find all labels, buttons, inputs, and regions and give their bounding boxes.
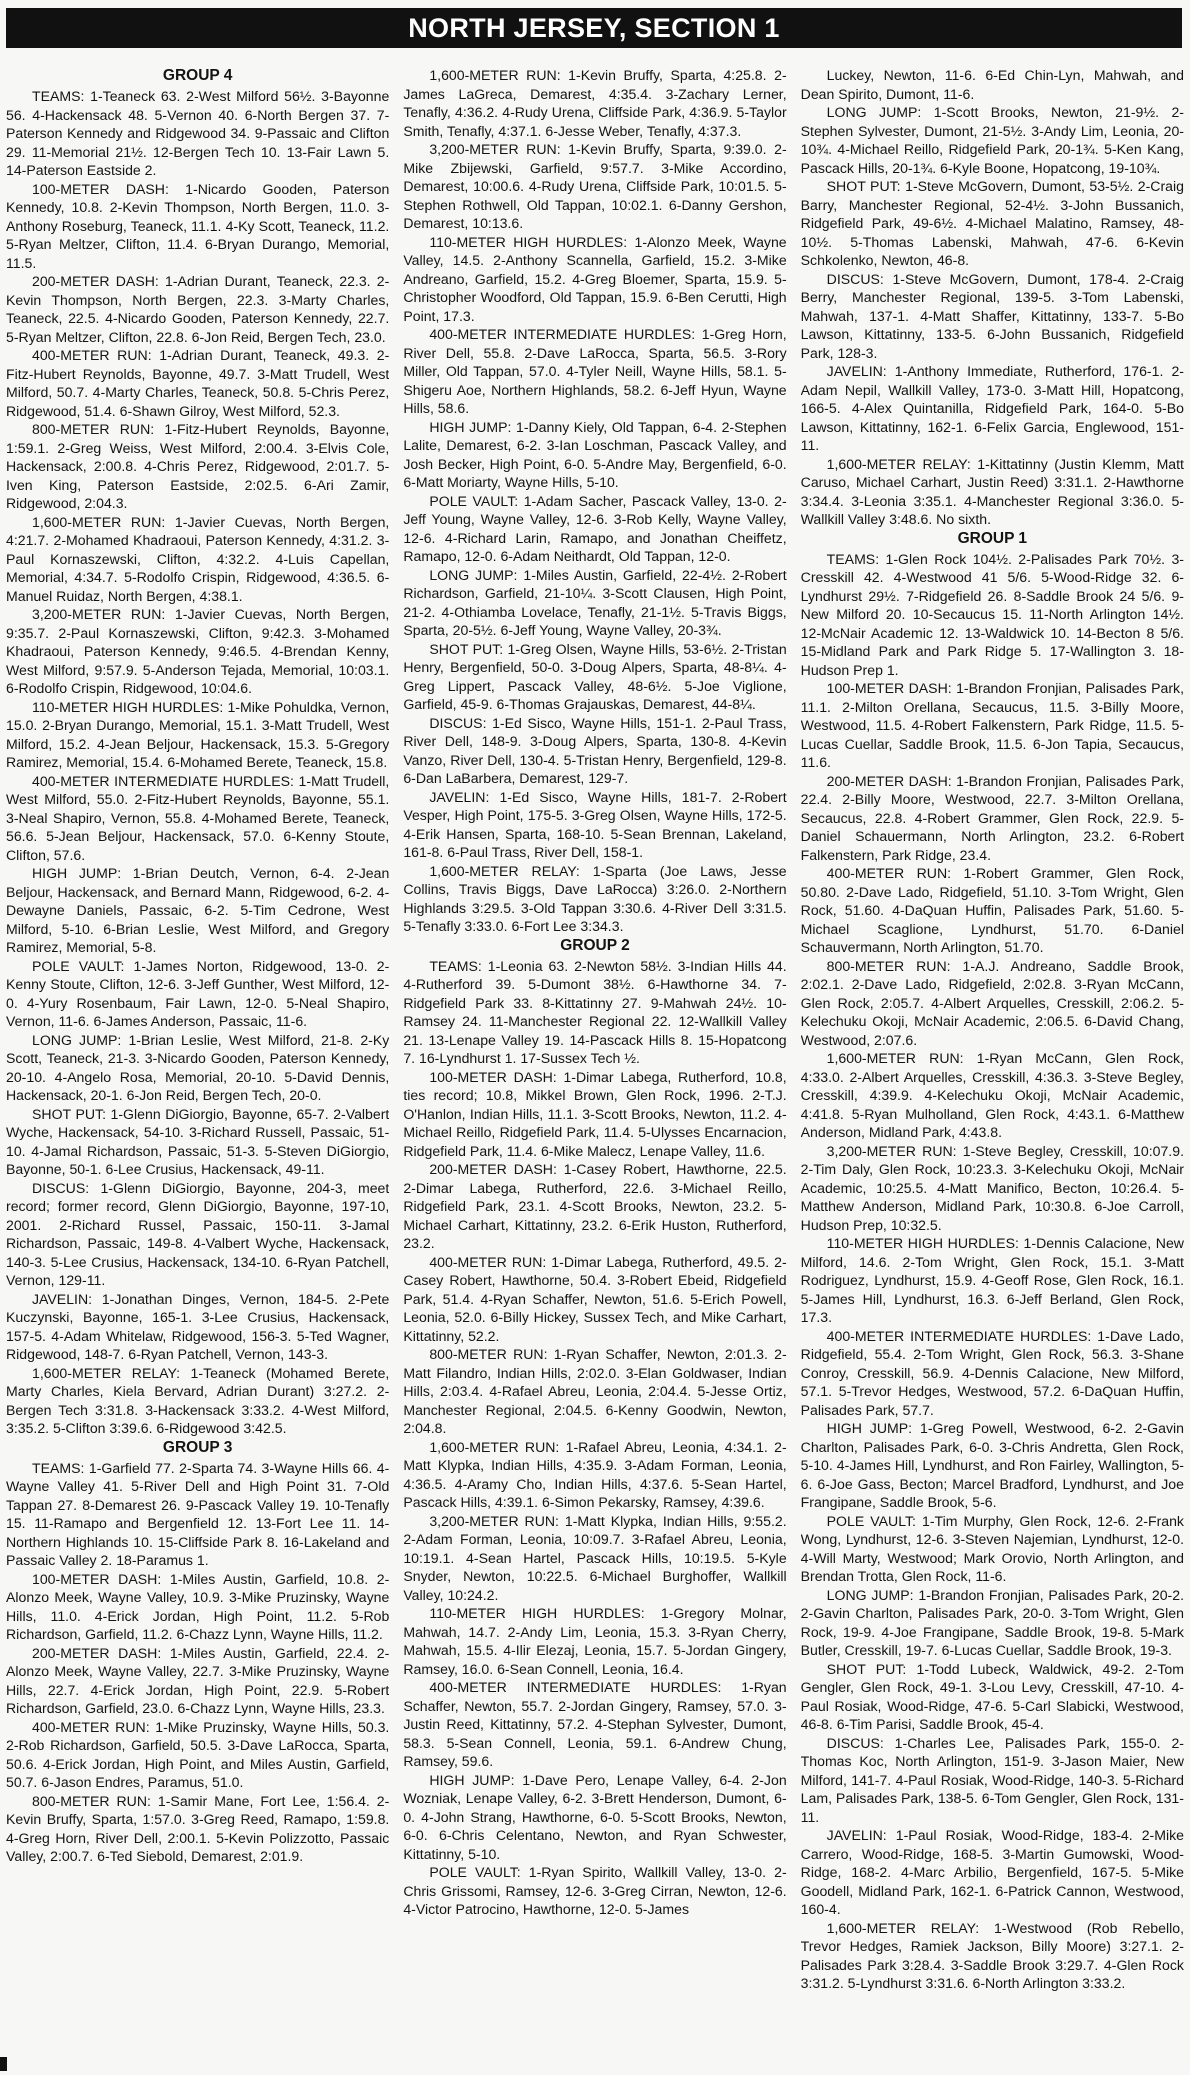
group-heading: GROUP 1 [957,529,1028,547]
event-results: 1,600-METER RELAY: 1-Teaneck (Mohamed Berete, Marty Charles, Kiela Bervard, Adrian Durant) 3:27.2. 2-Bergen Tech 3:31.8. 3-Hackensack 3:33.2. 4-West Milford, 3:35.2. 5-Clifton 3:39.6. 6-Ridgewood 3:42.5. [6,1364,390,1436]
event-results: 3,200-METER RUN: 1-Javier Cuevas, North Bergen, 9:35.7. 2-Paul Kornaszewski, Clifton, 9:42.3. 3-Mohamed Khadraoui, Paterson Kennedy, 9:46.5. 4-Brendan Kenny, West Milford, 9:57.9. 5-Anderson Tejada, Memorial, 10:03.1. 6-Rodolfo Crispin, Ridgewood, 10:04.6. [6,606,390,696]
event-results: 110-METER HIGH HURDLES: 1-Gregory Molnar, Mahwah, 14.7. 2-Andy Lim, Leonia, 15.3. 3-Ryan Cherry, Mahwah, 15.5. 4-Ilir Elezaj, Leonia, 15.7. 5-Jordan Gingery, Ramsey, 16.0. 6-Sean Connell, Leonia, 16.4. [403,1605,787,1677]
event-results: POLE VAULT: 1-Ryan Spirito, Wallkill Valley, 13-0. 2-Chris Grissomi, Ramsey, 12-6. 3-Greg Cirran, Newton, 12-6. 4-Victor Patrocino, Hawthorne, 12-0. 5-James [403,1864,787,1917]
event-results: LONG JUMP: 1-Brian Leslie, West Milford, 21-8. 2-Ky Scott, Teaneck, 21-3. 3-Nicardo Gooden, Paterson Kennedy, 20-10. 4-Angelo Rosa, Memorial, 20-10. 5-David Dennis, Hackensack, 20-1. 6-Jon Reid, Bergen Tech, 20-0. [6,1031,390,1103]
event-results: 110-METER HIGH HURDLES: 1-Alonzo Meek, Wayne Valley, 14.5. 2-Anthony Scannella, Garfield, 15.2. 3-Mike Andreano, Garfield, 15.2. 4-Greg Bloemer, Sparta, 15.9. 5-Christopher Woodford, Old Tappan, 15.9. 6-Ben Cerutti, High Point, 17.3. [403,233,787,324]
event-results: 110-METER HIGH HURDLES: 1-Mike Pohuldka, Vernon, 15.0. 2-Bryan Durango, Memorial, 15.1. 3-Matt Trudell, West Milford, 15.2. 4-Jean Beljour, Hackensack, 15.3. 5-Gregory Ramirez, Memorial, 15.4. 6-Mohamed Berete, Teaneck, 15.8. [6,698,390,770]
event-results: DISCUS: 1-Glenn DiGiorgio, Bayonne, 204-3, meet record; former record, Glenn DiGiorgio, Bayonne, 197-10, 2001. 2-Richard Russel, Passaic, 150-11. 3-Jamal Richardson, Passaic, 149-8. 4-Valbert Wyche, Hackensack, 140-3. 5-Lee Crusius, Hackensack, 134-10. 6-Ryan Patchell, Vernon, 129-11. [6,1179,390,1288]
event-results: HIGH JUMP: 1-Dave Pero, Lenape Valley, 6-4. 2-Jon Wozniak, Lenape Valley, 6-2. 3-Brett Henderson, Dumont, 6-0. 4-John Strang, Hawthorne, 6-0. 5-Scott Brooks, Newton, 6-0. 6-Chris Celentano, Newton, and Ryan Schwester, Kittatinny, 5-10. [403,1771,787,1862]
event-results: 400-METER INTERMEDIATE HURDLES: 1-Dave Lado, Ridgefield, 55.4. 2-Tom Wright, Glen Rock, 56.3. 3-Shane Conroy, Cresskill, 56.9. 4-Dennis Calacione, New Milford, 57.1. 5-Trevor Hedges, Westwood, 57.2. 6-DaQuan Huffin, Palisades Park, 57.7. [800,1327,1184,1418]
event-results: JAVELIN: 1-Anthony Immediate, Rutherford, 176-1. 2-Adam Nepil, Wallkill Valley, 173-0. 3-Matt Hill, Hopatcong, 166-5. 4-Alex Quintanilla, Ridgefield Park, 164-0. 5-Bo Lawson, Kittatinny, 162-1. 6-Felix Garcia, Englewood, 151-11. [800,363,1184,453]
event-results: LONG JUMP: 1-Brandon Fronjian, Palisades Park, 20-2. 2-Gavin Charlton, Palisades Park, 20-0. 3-Tom Wright, Glen Rock, 19-9. 4-Joe Frangipane, Saddle Brook, 19-8. 5-Mark Butler, Cresskill, 19-7. 6-Lucas Cuellar, Saddle Brook, 19-3. [800,1586,1184,1658]
group-heading: GROUP 3 [162,1438,233,1456]
event-results: 1,600-METER RUN: 1-Ryan McCann, Glen Rock, 4:33.0. 2-Albert Arquelles, Cresskill, 4:36.3. 3-Steve Begley, Cresskill, 4:39.9. 4-Kelechuku Okoji, McNair Academic, 4:41.8. 5-Ryan Mulholland, Glen Rock, 4:43.1. 6-Matthew Anderson, Midland Park, 4:43.8. [800,1050,1184,1140]
event-results: 200-METER DASH: 1-Brandon Fronjian, Palisades Park, 22.4. 2-Billy Moore, Westwood, 22.7. 3-Milton Orellana, Secaucus, 22.8. 4-Robert Grammer, Glen Rock, 22.9. 5-Daniel Schauermann, North Arlington, 23.2. 6-Robert Falkenstern, Park Ridge, 23.4. [800,772,1184,863]
event-results: 400-METER RUN: 1-Robert Grammer, Glen Rock, 50.80. 2-Dave Lado, Ridgefield, 51.10. 3-Tom Wright, Glen Rock, 51.60. 4-DaQuan Huffin, Palisades Park, 51.60. 5-Michael Scaglione, Lyndhurst, 51.70. 6-Daniel Schauvermann, North Arlington, 51.70. [800,865,1184,955]
event-results: 100-METER DASH: 1-Miles Austin, Garfield, 10.8. 2-Alonzo Meek, Wayne Valley, 10.9. 3-Mike Pruzinsky, Wayne Hills, 11.0. 4-Erick Jordan, High Point, 11.2. 5-Rob Richardson, Garfield, 11.2. 6-Chazz Lynn, Wayne Hills, 11.2. [6,1570,390,1642]
results-column-2 [403,66,786,2068]
event-results: 400-METER INTERMEDIATE HURDLES: 1-Ryan Schaffer, Newton, 55.7. 2-Jordan Gingery, Ramsey, 57.0. 3-Justin Reed, Kittatinny, 57.2. 4-Stephan Sylvester, Dumont, 58.3. 5-Sean Connell, Leonia, 59.1. 6-Andrew Chung, Ramsey, 59.6. [403,1679,787,1769]
event-results: JAVELIN: 1-Paul Rosiak, Wood-Ridge, 183-4. 2-Mike Carrero, Wood-Ridge, 168-5. 3-Martin Gumowski, Wood-Ridge, 168-2. 4-Marc Arbilio, Bergenfield, 167-5. 5-Mike Goodell, Midland Park, 162-1. 6-Patrick Cannon, Westwood, 160-4. [800,1827,1184,1917]
event-results: 200-METER DASH: 1-Casey Robert, Hawthorne, 22.5. 2-Dimar Labega, Rutherford, 22.6. 3-Michael Reillo, Ridgefield Park, 23.1. 4-Scott Brooks, Newton, 23.2. 5-Michael Carhart, Kittatinny, 23.2. 6-Erik Huston, Rutherford, 23.2. [403,1161,787,1251]
group-heading: GROUP 4 [162,67,233,84]
event-results: 3,200-METER RUN: 1-Matt Klypka, Indian Hills, 9:55.2. 2-Adam Forman, Leonia, 10:09.7. 3-Rafael Abreu, Leonia, 10:19.1. 4-Sean Hartel, Pascack Hills, 10:19.5. 5-Kyle Snyder, Newton, 10:22.5. 6-Michael Burghoffer, Wallkill Valley, 10:24.2. [403,1512,787,1603]
event-results: SHOT PUT: 1-Glenn DiGiorgio, Bayonne, 65-7. 2-Valbert Wyche, Hackensack, 54-10. 3-Richard Russell, Passaic, 51-10. 4-Jamal Richardson, Passaic, 51-3. 5-Steven DiGiorgio, Bayonne, 50-1. 6-Lee Crusius, Hackensack, 49-11. [6,1105,390,1177]
event-results: 400-METER RUN: 1-Mike Pruzinsky, Wayne Hills, 50.3. 2-Rob Richardson, Garfield, 50.5. 3-Dave LaRocca, Sparta, 50.6. 4-Erick Jordan, High Point, and Miles Austin, Garfield, 50.7. 6-Jason Endres, Paramus, 51.0. [6,1718,390,1790]
event-results: TEAMS: 1-Leonia 63. 2-Newton 58½. 3-Indian Hills 44. 4-Rutherford 39. 5-Dumont 38½. 6-Hawthorne 34. 7-Ridgefield Park 33. 8-Kittatinny 27. 9-Mahwah 24½. 10-Ramsey 24. 11-Manchester Regional 22. 12-Wallkill Valley 21. 13-Lenape Valley 19. 14-Pascack Hills 8. 15-Hopatcong 7. 16-Lyndhurst 1. 17-Sussex Tech ½. [403,957,787,1066]
event-results: 1,600-METER RELAY: 1-Westwood (Rob Rebello, Trevor Hedges, Ramiek Jackson, Billy Moore) 3:27.1. 2-Palisades Park 3:28.4. 3-Saddle Brook 3:29.7. 4-Glen Rock 3:31.2. 5-Lyndhurst 3:31.6. 6-North Arlington 3:33.2. [800,1919,1184,1991]
event-results: 100-METER DASH: 1-Nicardo Gooden, Paterson Kennedy, 10.8. 2-Kevin Thompson, North Bergen, 11.0. 3-Anthony Roseburg, Teaneck, 11.1. 4-Ky Scott, Teaneck, 11.2. 5-Ryan Meltzer, Clifton, 11.4. 6-Bryan Durango, Memorial, 11.5. [6,180,390,271]
section-banner: NORTH JERSEY, SECTION 1 [6,8,1182,48]
event-results: HIGH JUMP: 1-Danny Kiely, Old Tappan, 6-4. 2-Stephen Lalite, Demarest, 6-2. 3-Ian Loschman, Pascack Valley, and Josh Becker, High Point, 6-0. 5-Andre May, Bergenfield, 6-0. 6-Matt Moriarty, Wayne Hills, 5-10. [403,418,787,490]
event-results: JAVELIN: 1-Ed Sisco, Wayne Hills, 181-7. 2-Robert Vesper, High Point, 175-5. 3-Greg Olsen, Wayne Hills, 172-5. 4-Erik Hansen, Sparta, 168-10. 5-Sean Brennan, Lakeland, 161-8. 6-Paul Trass, River Dell, 158-1. [403,788,787,860]
event-results: 200-METER DASH: 1-Miles Austin, Garfield, 22.4. 2-Alonzo Meek, Wayne Valley, 22.7. 3-Mike Pruzinsky, Wayne Hills, 22.7. 4-Erick Jordan, High Point, 22.9. 5-Robert Richardson, Garfield, 23.0. 6-Chazz Lynn, Wayne Hills, 23.3. [6,1644,390,1716]
event-results: 400-METER INTERMEDIATE HURDLES: 1-Matt Trudell, West Milford, 55.0. 2-Fitz-Hubert Reynolds, Bayonne, 55.1. 3-Neal Shapiro, Vernon, 55.8. 4-Mohamed Berete, Teaneck, 56.6. 5-Jean Beljour, Hackensack, 57.0. 6-Kenny Stoute, Clifton, 57.6. [6,772,390,863]
event-results: 3,200-METER RUN: 1-Kevin Bruffy, Sparta, 9:39.0. 2-Mike Zbijewski, Garfield, 9:57.7. 3-Mike Accordino, Demarest, 10:00.6. 4-Rudy Urena, Cliffside Park, 10:01.5. 5-Stephen Rothwell, Old Tappan, 10:02.1. 6-Danny Gershon, Demarest, 10:13.6. [403,141,787,231]
event-results: SHOT PUT: 1-Steve McGovern, Dumont, 53-5½. 2-Craig Barry, Manchester Regional, 52-4½. 3-John Bussanich, Ridgefield Park, 49-6½. 4-Michael Malatino, Ramsey, 48-10½. 5-Thomas Labenski, Mahwah, 47-6. 6-Kevin Schkolenko, Newton, 46-8. [800,178,1184,268]
event-results: DISCUS: 1-Steve McGovern, Dumont, 178-4. 2-Craig Berry, Manchester Regional, 139-5. 3-Tom Labenski, Mahwah, 137-1. 4-Matt Shaffer, Kittatinny, 133-7. 5-Bo Lawson, Kittatinny, 133-5. 6-John Bussanich, Ridgefield Park, 128-3. [800,270,1184,361]
results-columns [6,66,1184,2068]
event-results: 200-METER DASH: 1-Adrian Durant, Teaneck, 22.3. 2-Kevin Thompson, North Bergen, 22.3. 3-Marty Charles, Teaneck, 22.5. 4-Nicardo Gooden, Paterson Kennedy, 22.7. 5-Ryan Meltzer, Clifton, 22.8. 6-Jon Reid, Bergen Tech, 23.0. [6,273,390,345]
event-results: 1,600-METER RUN: 1-Rafael Abreu, Leonia, 4:34.1. 2-Matt Klypka, Indian Hills, 4:35.9. 3-Adam Forman, Leonia, 4:36.5. 4-Aramy Cho, Indian Hills, 4:37.6. 5-Sean Hartel, Pascack Hills, 4:39.1. 6-Simon Pekarsky, Ramsey, 4:39.6. [403,1438,787,1510]
event-results: JAVELIN: 1-Jonathan Dinges, Vernon, 184-5. 2-Pete Kuczynski, Bayonne, 165-1. 3-Lee Crusius, Hackensack, 157-5. 4-Adam Whitelaw, Ridgewood, 156-3. 5-Ted Wagner, Ridgewood, 148-7. 6-Ryan Patchell, Vernon, 143-3. [6,1290,390,1362]
event-results: POLE VAULT: 1-Tim Murphy, Glen Rock, 12-6. 2-Frank Wong, Lyndhurst, 12-6. 3-Steven Najemian, Lyndhurst, 12-0. 4-Will Marty, Westwood; Mark Orovio, North Arlington, and Brendan Trotta, Glen Rock, 11-6. [800,1512,1184,1584]
event-results: HIGH JUMP: 1-Brian Deutch, Vernon, 6-4. 2-Jean Beljour, Hackensack, and Bernard Mann, Ridgewood, 6-2. 4-Dewayne Daniels, Passaic, 6-2. 5-Tim Cedrone, West Milford, 5-10. 6-Brian Leslie, West Milford, and Gregory Ramirez, Memorial, 5-8. [6,865,390,955]
event-results: 100-METER DASH: 1-Dimar Labega, Rutherford, 10.8, ties record; 10.8, Mikkel Brown, Glen Rock, 1996. 2-T.J. O'Hanlon, Indian Hills, 11.1. 3-Scott Brooks, Newton, 11.2. 4-Michael Reillo, Ridgefield Park, 11.4. 5-Ulysses Encarnacion, Ridgefield Park, 11.4. 6-Mike Malecz, Lenape Valley, 11.6. [403,1068,787,1159]
event-results: 1,600-METER RELAY: 1-Sparta (Joe Laws, Jesse Collins, Travis Biggs, Dave LaRocca) 3:26.0. 2-Northern Highlands 3:29.5. 3-Old Tappan 3:30.6. 4-River Dell 3:31.5. 5-Tenafly 3:33.0. 6-Fort Lee 3:34.3. [403,862,787,934]
event-results: 1,600-METER RUN: 1-Javier Cuevas, North Bergen, 4:21.7. 2-Mohamed Khadraoui, Paterson Kennedy, 4:31.2. 3-Paul Kornaszewski, Clifton, 4:32.2. 4-Luis Capellan, Memorial, 4:34.7. 5-Rodolfo Crispin, Ridgewood, 4:36.5. 6-Manuel Ruidaz, North Bergen, 4:38.1. [6,513,390,604]
event-results: Luckey, Newton, 11-6. 6-Ed Chin-Lyn, Mahwah, and Dean Spirito, Dumont, 11-6. [800,67,1184,102]
results-column-1 [6,66,389,2068]
event-results: TEAMS: 1-Glen Rock 104½. 2-Palisades Park 70½. 3-Cresskill 42. 4-Westwood 41 5/6. 5-Wood-Ridge 32. 6-Lyndhurst 29½. 7-Ridgefield 26. 8-Saddle Brook 24 5/6. 9-New Milford 20. 10-Secaucus 15. 11-North Arlington 14½. 12-McNair Academic 12. 13-Waldwick 10. 14-Becton 8 5/6. 15-Midland Park and Park Ridge 5. 17-Wallington 3. 18-Hudson Prep 1. [800,550,1184,678]
event-results: HIGH JUMP: 1-Greg Powell, Westwood, 6-2. 2-Gavin Charlton, Palisades Park, 6-0. 3-Chris Andretta, Glen Rock, 5-10. 4-James Hill, Lyndhurst, and Ron Fairley, Wallington, 5-6. 6-Joe Gass, Becton; Marcel Bradford, Lyndhurst, and Joe Frangipane, Saddle Brook, 5-6. [800,1420,1184,1510]
event-results: POLE VAULT: 1-James Norton, Ridgewood, 13-0. 2-Kenny Stoute, Clifton, 12-6. 3-Jeff Gunther, West Milford, 12-0. 4-Yury Rosenbaum, Fair Lawn, 12-0. 5-Neal Shapiro, Vernon, 11-6. 6-James Anderson, Passaic, 11-6. [6,957,390,1029]
event-results: TEAMS: 1-Teaneck 63. 2-West Milford 56½. 3-Bayonne 56. 4-Hackensack 48. 5-Vernon 40. 6-North Bergen 37. 7-Paterson Kennedy and Ridgewood 34. 9-Passaic and Clifton 29. 11-Memorial 21½. 12-Bergen Tech 10. 13-Fair Lawn 5. 14-Paterson Eastside 2. [6,88,390,178]
event-results: SHOT PUT: 1-Greg Olsen, Wayne Hills, 53-6½. 2-Tristan Henry, Bergenfield, 50-0. 3-Doug Alpers, Sparta, 48-8¼. 4-Greg Lippert, Pascack Valley, 48-6½. 5-Joe Viglione, Garfield, 45-9. 6-Thomas Grajauskas, Demarest, 44-8¼. [403,640,787,712]
event-results: 400-METER RUN: 1-Dimar Labega, Rutherford, 49.5. 2-Casey Robert, Hawthorne, 50.4. 3-Robert Ebeid, Ridgefield Park, 51.4. 4-Ryan Schaffer, Newton, 51.6. 5-Erich Powell, Leonia, 52.0. 6-Billy Hickey, Sussex Tech, and Mike Carhart, Kittatinny, 52.2. [403,1253,787,1344]
event-results: 110-METER HIGH HURDLES: 1-Dennis Calacione, New Milford, 14.6. 2-Tom Wright, Glen Rock, 15.1. 3-Matt Rodriguez, Lyndhurst, 15.9. 4-Geoff Rose, Glen Rock, 16.1. 5-James Hill, Lyndhurst, 16.3. 6-Jeff Berland, Glen Rock, 17.3. [800,1235,1184,1325]
event-results: 1,600-METER RELAY: 1-Kittatinny (Justin Klemm, Matt Caruso, Michael Carhart, Justin Reed) 3:31.1. 2-Hawthorne 3:34.4. 3-Leonia 3:35.1. 4-Manchester Regional 3:36.0. 5-Wallkill Valley 3:48.6. No sixth. [800,455,1184,527]
event-results: 800-METER RUN: 1-Fitz-Hubert Reynolds, Bayonne, 1:59.1. 2-Greg Weiss, West Milford, 2:00.4. 3-Elvis Cole, Hackensack, 2:00.8. 4-Chris Perez, Ridgewood, 2:01.7. 5-Iven King, Paterson Eastside, 2:02.5. 6-Ari Zamir, Ridgewood, 2:04.3. [6,421,390,511]
group-heading: GROUP 2 [560,936,630,954]
event-results: 800-METER RUN: 1-Ryan Schaffer, Newton, 2:01.3. 2-Matt Filandro, Indian Hills, 2:02.0. 3-Elan Goldwaser, Indian Hills, 2:03.4. 4-Rafael Abreu, Leonia, 2:04.4. 5-Jesse Ortiz, Manchester Regional, 2:04.5. 6-Kenny Goodwin, Newton, 2:04.8. [403,1346,787,1436]
event-results: 400-METER RUN: 1-Adrian Durant, Teaneck, 49.3. 2-Fitz-Hubert Reynolds, Bayonne, 49.7. 3-Matt Trudell, West Milford, 50.7. 4-Marty Charles, Teaneck, 50.8. 5-Chris Perez, Ridgewood, 51.4. 6-Shawn Gilroy, West Milford, 52.3. [6,347,390,419]
event-results: 400-METER INTERMEDIATE HURDLES: 1-Greg Horn, River Dell, 55.8. 2-Dave LaRocca, Sparta, 56.5. 3-Rory Miller, Old Tappan, 57.0. 4-Tyler Neill, Wayne Hills, 58.1. 5-Shigeru Aoe, Northern Highlands, 58.2. 6-Jeff Hyun, Wayne Hills, 58.6. [403,326,787,416]
event-results: 1,600-METER RUN: 1-Kevin Bruffy, Sparta, 4:25.8. 2-James LaGreca, Demarest, 4:35.4. 3-Zachary Lerner, Tenafly, 4:36.2. 4-Rudy Urena, Cliffside Park, 4:36.9. 5-Taylor Smith, Tenafly, 4:37.1. 6-Jesse Weber, Tenafly, 4:37.3. [403,67,787,139]
event-results: 100-METER DASH: 1-Brandon Fronjian, Palisades Park, 11.1. 2-Milton Orellana, Secaucus, 11.5. 3-Billy Moore, Westwood, 11.5. 4-Robert Falkenstern, Park Ridge, 11.5. 5-Lucas Cuellar, Saddle Brook, 11.5. 6-Jon Tapia, Secaucus, 11.6. [800,680,1184,770]
event-results: DISCUS: 1-Ed Sisco, Wayne Hills, 151-1. 2-Paul Trass, River Dell, 148-9. 3-Doug Alpers, Sparta, 130-8. 4-Kevin Vanzo, River Dell, 130-4. 5-Tristan Henry, Bergenfield, 129-8. 6-Dan LaBarbera, Demarest, 129-7. [403,714,787,786]
event-results: 800-METER RUN: 1-A.J. Andreano, Saddle Brook, 2:02.1. 2-Dave Lado, Ridgefield, 2:02.8. 3-Ryan McCann, Glen Rock, 2:05.7. 4-Albert Arquelles, Cresskill, 2:06.2. 5-Kelechuku Okoji, McNair Academic, 2:06.5. 6-David Chang, Westwood, 2:07.6. [800,957,1184,1048]
page-edge-mark [0,2057,7,2071]
event-results: 800-METER RUN: 1-Samir Mane, Fort Lee, 1:56.4. 2-Kevin Bruffy, Sparta, 1:57.0. 3-Greg Reed, Ramapo, 1:59.8. 4-Greg Horn, River Dell, 2:00.1. 5-Kevin Polizzotto, Passaic Valley, 2:00.7. 6-Ted Siebold, Demarest, 2:01.9. [6,1792,390,1864]
results-column-3 [801,66,1184,2068]
event-results: 3,200-METER RUN: 1-Steve Begley, Cresskill, 10:07.9. 2-Tim Daly, Glen Rock, 10:23.3. 3-Kelechuku Okoji, McNair Academic, 10:25.5. 4-Matt Manifico, Becton, 10:26.4. 5-Matthew Anderson, Midland Park, 10:30.8. 6-Joe Carroll, Hudson Prep, 10:32.5. [800,1142,1184,1233]
event-results: TEAMS: 1-Garfield 77. 2-Sparta 74. 3-Wayne Hills 66. 4-Wayne Valley 41. 5-River Dell and High Point 31. 7-Old Tappan 27. 8-Demarest 26. 9-Pascack Valley 19. 10-Tenafly 15. 11-Ramapo and Bergenfield 12. 13-Fort Lee 11. 14-Northern Highlands 10. 15-Cliffside Park 8. 16-Lakeland and Passaic Valley 2. 18-Paramus 1. [6,1459,390,1568]
event-results: DISCUS: 1-Charles Lee, Palisades Park, 155-0. 2-Thomas Koc, North Arlington, 151-9. 3-Jason Maier, New Milford, 141-7. 4-Paul Rosiak, Wood-Ridge, 140-3. 5-Richard Lam, Palisades Park, 138-5. 6-Tom Gengler, Glen Rock, 131-11. [800,1734,1184,1825]
event-results: POLE VAULT: 1-Adam Sacher, Pascack Valley, 13-0. 2-Jeff Young, Wayne Valley, 12-6. 3-Rob Kelly, Wayne Valley, 12-6. 4-Richard Larin, Ramapo, and Jonathan Cheiffetz, Ramapo, 12-0. 6-Adam Neithardt, Old Tappan, 12-0. [403,492,787,564]
event-results: LONG JUMP: 1-Miles Austin, Garfield, 22-4½. 2-Robert Richardson, Garfield, 21-10¼. 3-Scott Clausen, High Point, 21-2. 4-Othiamba Lovelace, Tenafly, 21-1½. 5-Travis Biggs, Sparta, 20-5½. 6-Jeff Young, Wayne Valley, 20-3¾. [403,566,787,638]
event-results: LONG JUMP: 1-Scott Brooks, Newton, 21-9½. 2-Stephen Sylvester, Dumont, 21-5½. 3-Andy Lim, Leonia, 20-10¾. 4-Michael Reillo, Ridgefield Park, 20-1¾. 5-Ken Kang, Pascack Hills, 20-1¾. 6-Kyle Boone, Hopatcong, 19-10¾. [800,104,1184,176]
event-results: SHOT PUT: 1-Todd Lubeck, Waldwick, 49-2. 2-Tom Gengler, Glen Rock, 49-1. 3-Lou Levy, Cresskill, 47-10. 4-Paul Rosiak, Wood-Ridge, 47-6. 5-Carl Slabicki, Westwood, 46-8. 6-Tim Parisi, Saddle Brook, 45-4. [800,1660,1184,1732]
